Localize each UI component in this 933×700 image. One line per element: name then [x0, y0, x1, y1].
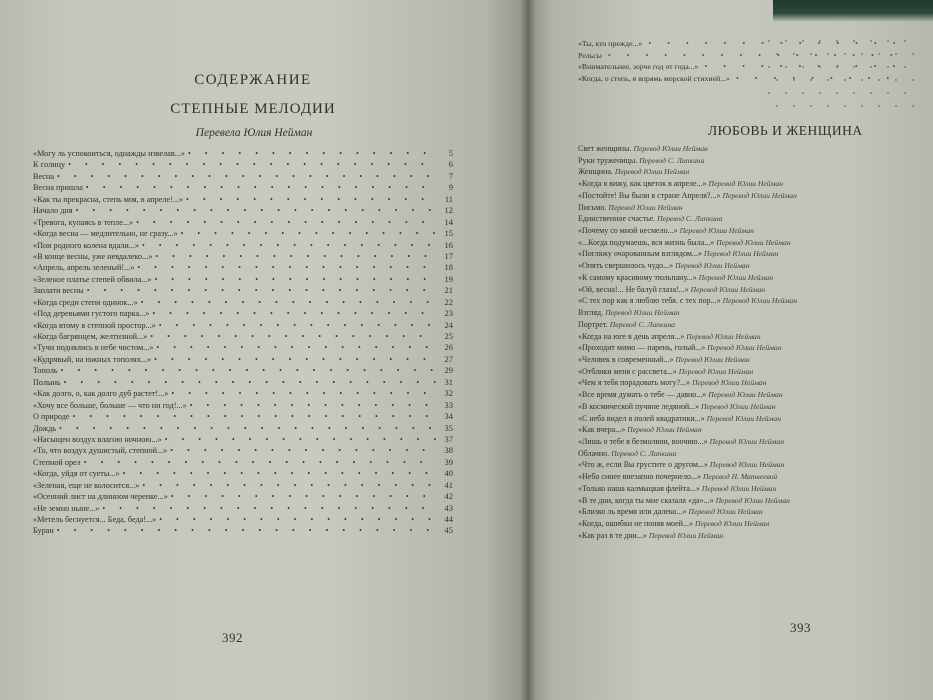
decorative-dot: [904, 40, 906, 42]
toc-entry-title: «В конце весны, уже невдалеко...»: [33, 251, 153, 261]
toc-entry: [578, 448, 933, 460]
toc-entry: [578, 518, 933, 530]
toc-entry-title: «С тех пор как я люблю тебя. с тех пор...»: [578, 296, 723, 306]
toc-entry: [578, 272, 933, 284]
toc-entry-translator: Перевод Юлии Нейман: [675, 261, 750, 271]
toc-entry: [33, 411, 453, 422]
toc-entry: [33, 525, 453, 536]
toc-entry: [578, 202, 933, 214]
toc-entry-translator: Перевод Юлии Нейман: [605, 308, 680, 318]
toc-entry: [33, 365, 453, 376]
toc-entry: [33, 240, 453, 251]
leader-dots: [736, 73, 898, 85]
toc-entry: [33, 297, 453, 308]
toc-entry-title: «В космической пучине ледяной...»: [578, 401, 702, 411]
decorative-dot: [878, 105, 880, 107]
toc-entry-title: Облачно.: [578, 448, 612, 458]
toc-entry-translator: Перевод С. Липкина: [611, 448, 677, 458]
toc-entry-title: «К самому красивому тюльпану...»: [578, 272, 699, 282]
toc-entry-title: «...Когда подумаешь, вся жизнь была...»: [578, 237, 717, 247]
book-cover-edge: [773, 0, 933, 22]
toc-entry: [578, 73, 898, 85]
toc-entry-title: «Погляжу очарованным взглядом...»: [578, 249, 704, 259]
toc-entry-translator: Перевод Юлии Нейман: [722, 296, 797, 306]
toc-entry: [33, 445, 453, 456]
leader-dots: [159, 514, 436, 525]
leader-dots: [142, 480, 436, 491]
leader-dots: [59, 423, 436, 434]
table-of-contents-left: [33, 148, 453, 537]
decorative-dot: [836, 92, 838, 94]
toc-entry-title: Свет женщины.: [578, 144, 634, 153]
toc-entry: [33, 228, 453, 239]
toc-entry-translator: Перевод Юлии Нейман: [648, 530, 724, 540]
toc-entry: [578, 424, 933, 436]
decorative-dot: [912, 79, 914, 81]
toc-entry: [33, 205, 453, 216]
decorative-dot: [819, 92, 821, 94]
toc-entry-title: «Насыщен воздух влагою ночною...»: [33, 434, 162, 444]
toc-entry-page: 25: [444, 331, 453, 341]
toc-entry-title: Рельсы: [578, 50, 602, 60]
toc-entry-page: 18: [444, 262, 453, 273]
decorative-dot: [870, 92, 872, 94]
decorative-dot: [768, 92, 770, 94]
toc-entry: [578, 436, 933, 448]
toc-entry-title: «Когда среди степи одинок...»: [33, 297, 138, 307]
toc-entry: [578, 307, 933, 319]
toc-entry-translator: Перевод Юлии Нейман: [706, 413, 781, 423]
toc-entry-translator: Перевод Юлии Нейман: [679, 226, 754, 236]
toc-entry-title: «Небо синее внезапно почернело...»: [578, 472, 703, 482]
toc-entry: [578, 61, 898, 73]
toc-entry: [33, 194, 453, 205]
toc-entry-page: 17: [444, 250, 453, 261]
toc-entry-translator: Перевод Юлии Нейман: [675, 354, 750, 364]
table-of-contents-right: [578, 143, 933, 541]
toc-entry: [33, 217, 453, 228]
leader-dots: [142, 240, 436, 251]
toc-entry-page: 15: [444, 228, 453, 239]
decorative-dot: [895, 105, 897, 107]
section-title: СТЕПНЫЕ МЕЛОДИИ: [170, 101, 336, 117]
toc-entry: [33, 457, 453, 468]
toc-entry: [578, 506, 933, 518]
decorative-dot: [844, 105, 846, 107]
page-number-right: 393: [790, 620, 811, 635]
leader-dots: [156, 342, 436, 353]
toc-entry-page: 34: [444, 411, 453, 422]
toc-entry-title: «Как вчера...»: [578, 425, 628, 435]
toc-entry: [33, 331, 453, 342]
toc-entry-page: 24: [444, 319, 453, 330]
toc-entry-translator: Перевод Юлии Нейман: [703, 249, 779, 259]
toc-entry-page: 33: [444, 399, 453, 410]
toc-entry: [578, 319, 933, 331]
toc-entry: [33, 148, 453, 159]
leader-dots: [170, 445, 436, 456]
toc-entry-title: «Проходит мимо — парень, голый...»: [578, 343, 708, 353]
toc-entry-title: К солнцу: [33, 160, 66, 170]
toc-entry: [33, 342, 453, 353]
toc-entry: [33, 171, 453, 182]
toc-entry-title: Руки труженицы.: [578, 155, 640, 165]
toc-entry: [33, 434, 453, 445]
toc-entry-translator: Перевод Юлии Нейман: [708, 179, 783, 189]
toc-entry-title: Взгляд.: [578, 308, 606, 318]
leader-dots: [68, 159, 436, 170]
toc-entry: [578, 284, 933, 296]
toc-entry-translator: Перевод Юлии Нейман: [709, 460, 785, 470]
toc-entry-title: Степной орел: [33, 457, 81, 467]
leader-dots: [648, 38, 898, 50]
toc-entry: [578, 471, 933, 483]
decorative-dot: [904, 92, 906, 94]
decorative-dot: [912, 105, 914, 107]
toc-entry-page: 19: [444, 273, 453, 284]
toc-entry-title: «Пои родного колена вдали...»: [33, 240, 139, 250]
decorative-dot: [912, 53, 914, 55]
toc-entry-translator: Перевод Юлии Нейман: [694, 519, 770, 528]
toc-entry-page: 6: [448, 159, 453, 170]
toc-entry: [578, 331, 933, 343]
leader-dots: [137, 262, 436, 273]
toc-entry-title: Весна: [33, 171, 54, 181]
toc-entry-title: Портрет.: [578, 319, 610, 329]
leader-dots: [171, 388, 436, 399]
toc-entry-title: «Когда, ошибки не поняв моей...»: [578, 519, 695, 528]
leader-dots: [154, 354, 436, 365]
leader-dots: [159, 320, 436, 331]
toc-entry: [578, 178, 933, 190]
toc-entry-title: «Когда втому в степной простор...»: [33, 320, 156, 330]
toc-entry-page: 29: [444, 365, 453, 376]
toc-entry-translator: Перевод Юлии Нейман: [722, 190, 797, 200]
toc-entry-page: 44: [444, 514, 453, 524]
leader-dots: [150, 331, 436, 342]
left-page-content: [33, 70, 453, 537]
toc-entry-title: Письмо.: [578, 202, 609, 212]
toc-entry-page: 43: [444, 502, 453, 513]
toc-entry-title: «Апрель, апрель зеленый!...»: [33, 263, 135, 273]
toc-entry-translator: Перевод Юлии Нейман: [678, 366, 754, 376]
decorative-dot: [776, 105, 778, 107]
toc-entry-title: Дождь: [33, 423, 57, 433]
decorative-dot: [785, 92, 787, 94]
toc-entry-page: 16: [444, 239, 453, 250]
toc-entry: [578, 342, 933, 354]
toc-entry-translator: Перевод Юлии Нейман: [627, 425, 702, 435]
toc-entry: [33, 308, 453, 319]
toc-entry-translator: Перевод С. Липкина: [609, 319, 675, 329]
section-translator: Перевела Юлия Нейман: [195, 127, 313, 139]
toc-entry-page: 37: [444, 433, 453, 444]
toc-entry-title: «Когда, уйдя от суеты...»: [33, 469, 120, 479]
toc-entry: [578, 401, 933, 413]
toc-entry-translator: Перевод Юлии Нейман: [690, 284, 766, 294]
toc-entry-translator: Перевод Юлии Нейман: [708, 390, 783, 400]
toc-entry-title: «Под деревьями густого парка...»: [33, 309, 150, 319]
toc-entry-page: 23: [444, 308, 453, 319]
toc-entry: [578, 366, 933, 378]
leader-dots: [76, 205, 436, 216]
leader-dots: [704, 61, 898, 73]
toc-entry-translator: Перевод С. Липкина: [657, 214, 723, 224]
continued-entries: [578, 38, 898, 84]
leader-dots: [608, 50, 898, 62]
toc-entry-title: Заплати весны: [33, 286, 84, 296]
toc-entry: [33, 480, 453, 491]
toc-entry-page: 38: [444, 445, 453, 456]
leader-dots: [123, 468, 436, 479]
toc-entry-title: «Как долго, о, как долго дуб растет!...»: [33, 389, 169, 399]
toc-entry-title: Полынь: [33, 377, 61, 387]
toc-entry: [578, 530, 933, 542]
toc-entry: [578, 377, 933, 389]
toc-entry: [578, 213, 933, 225]
decorative-dot: [827, 105, 829, 107]
toc-entry-translator: Перевод Юлии Нейман: [692, 378, 767, 388]
toc-entry-title: «Тучи поднялись в небе чистом...»: [33, 343, 154, 353]
toc-entry-page: 9: [448, 182, 453, 193]
toc-entry: [33, 377, 453, 388]
toc-entry-page: 39: [444, 456, 453, 467]
toc-entry-title: «Когда багрянцем, желтизной...»: [33, 332, 148, 341]
toc-entry-title: «Могу ль успокоиться, однажды извелав...»: [33, 149, 185, 158]
toc-entry-title: «Чем я тебя порадовать могу?...»: [578, 378, 693, 388]
toc-entry-title: «Зеленое платье степей обвила...»: [33, 274, 152, 284]
toc-entry-title: «Когда я вижу, как цветок в апреле...»: [578, 179, 709, 189]
leader-dots: [181, 228, 436, 239]
leader-dots: [141, 297, 436, 308]
toc-entry-translator: Перевод Юлии Нейман: [707, 343, 782, 353]
toc-entry-title: «Как ты прекрасна, степь моя, в апреле!...»: [33, 194, 184, 204]
toc-entry: [33, 285, 453, 296]
leader-dots: [87, 285, 436, 296]
toc-entry-title: «Тревога, купаясь в тепле...»: [33, 217, 134, 227]
toc-entry: [33, 491, 453, 502]
toc-entry-translator: Перевод Юлии Нейман: [709, 436, 784, 446]
toc-entry-page: 5: [448, 148, 453, 158]
toc-entry-page: 42: [444, 491, 453, 502]
toc-entry-translator: Перевод Юлии Нейман: [633, 144, 708, 153]
leader-dots: [136, 217, 436, 228]
toc-entry-page: 35: [444, 422, 453, 433]
toc-entry-title: «Ой, весна!... Не балуй глаза!...»: [578, 284, 691, 294]
toc-entry-title: «Как раз в те дни...»: [578, 530, 649, 540]
toc-entry-translator: Перевод Юлии Нейман: [701, 483, 777, 493]
toc-entry: [33, 182, 453, 193]
leader-dots: [155, 251, 436, 262]
toc-entry-page: 12: [444, 205, 453, 216]
toc-entry: [33, 320, 453, 331]
toc-entry: [578, 295, 933, 307]
leader-dots: [190, 400, 436, 411]
leader-dots: [154, 274, 436, 285]
toc-entry-page: 41: [444, 479, 453, 490]
page-number-left: 392: [222, 630, 243, 645]
toc-entry-title: «Хочу все больше, больше — что ни год!...»: [33, 400, 187, 410]
toc-entry-translator: Перевод Юлии Нейман: [614, 167, 690, 177]
toc-entry-title: «Что ж, если Вы грустите о другом...»: [578, 460, 710, 470]
toc-entry-title: Женщина.: [578, 167, 615, 177]
toc-entry-title: «Почему со мной несмело...»: [578, 226, 680, 236]
toc-entry-page: 27: [444, 353, 453, 364]
page-title: СОДЕРЖАНИЕ: [194, 72, 312, 88]
decorative-dot: [887, 92, 889, 94]
toc-entry-page: 7: [448, 170, 453, 181]
toc-entry-title: «Близко ль время или далеко...»: [578, 507, 689, 517]
toc-entry: [578, 459, 933, 471]
toc-entry-translator: Перевод С. Липкина: [639, 155, 705, 165]
toc-entry-title: «Опять свершилось чудо...»: [578, 261, 676, 271]
toc-entry-title: «Внимательнее, зорче год от года...»: [578, 62, 699, 72]
toc-entry-page: 40: [444, 468, 453, 479]
toc-entry-title: «Лишь о тебе в безмолвии, воочию...»: [578, 436, 710, 446]
leader-dots: [165, 434, 436, 445]
toc-entry-title: «Когда, о степь, я впрямь морской стихией...»: [578, 73, 730, 83]
toc-entry-title: «Ты, кто прежде...»: [578, 39, 643, 48]
toc-entry-page: 22: [444, 296, 453, 307]
toc-entry-translator: Перевод Юлии Нейман: [686, 331, 761, 341]
decorative-dot: [793, 105, 795, 107]
toc-entry-translator: Перевод Н. Матвеевой: [702, 472, 778, 482]
toc-entry-title: «То, что воздух душистый, степной...»: [33, 446, 168, 456]
leader-dots: [102, 503, 436, 514]
toc-entry: [33, 503, 453, 514]
toc-entry-title: «Только наша калмыцкая флейта...»: [578, 483, 702, 493]
toc-entry-translator: Перевод Юлии Нейман: [701, 401, 776, 411]
toc-entry: [33, 354, 453, 365]
toc-entry: [578, 237, 933, 249]
decorative-dot: [853, 92, 855, 94]
book-gutter: [520, 0, 536, 700]
toc-entry: [33, 423, 453, 434]
decorative-dot: [810, 105, 812, 107]
toc-entry: [33, 251, 453, 262]
toc-entry-title: «Постойте! Вы были в стране Апреля?...»: [578, 190, 723, 200]
toc-entry-title: «Отблики меня с рассвета...»: [578, 366, 679, 376]
decorative-dot: [802, 92, 804, 94]
toc-entry: [578, 413, 933, 425]
toc-entry-title: «Кудрявый, на южных тополях...»: [33, 354, 152, 364]
toc-entry-title: «С неба видел я полей квадратики...»: [578, 413, 707, 423]
toc-entry-translator: Перевод Юлии Нейман: [715, 495, 790, 505]
toc-entry: [578, 495, 933, 507]
leader-dots: [61, 365, 436, 376]
toc-entry-title: Тополь: [33, 366, 58, 376]
leader-dots: [84, 457, 436, 468]
decorative-dot: [904, 66, 906, 68]
toc-entry-title: «Зеленая, еще не колосится...»: [33, 480, 140, 490]
toc-entry-title: Весна пришла: [33, 183, 83, 193]
toc-entry: [33, 468, 453, 479]
leader-dots: [64, 377, 436, 388]
right-page: [528, 0, 933, 700]
toc-entry: [578, 190, 933, 202]
toc-entry: [578, 260, 933, 272]
section-heading: ЛЮБОВЬ И ЖЕНЩИНА: [708, 123, 863, 138]
toc-entry-translator: Перевод Юлии Нейман: [698, 272, 773, 282]
toc-entry: [33, 388, 453, 399]
leader-dots: [186, 194, 436, 205]
toc-entry-title: «Не земно ныне...»: [33, 503, 100, 513]
toc-entry-title: «Осенний лист на длинном черенке...»: [33, 492, 168, 502]
toc-entry-page: 32: [444, 388, 453, 399]
leader-dots: [73, 411, 436, 422]
leader-dots: [86, 182, 436, 193]
toc-entry-title: Буран: [33, 526, 54, 536]
toc-entry: [33, 262, 453, 273]
toc-entry: [578, 155, 933, 167]
toc-entry-page: 14: [444, 216, 453, 227]
toc-entry-page: 45: [444, 525, 453, 536]
toc-entry-translator: Перевод Юлии Нейман: [716, 237, 791, 247]
leader-dots: [171, 491, 436, 502]
toc-entry-title: Единственное счастье.: [578, 214, 658, 224]
toc-entry-title: «В те дни, когда ты мне сказала «да»...»: [578, 495, 716, 505]
toc-entry-page: 21: [444, 285, 453, 296]
toc-entry: [578, 143, 933, 155]
toc-entry-title: Начало дня: [33, 206, 73, 216]
leader-dots: [152, 308, 436, 319]
toc-entry-title: «Когда на юге в день апреля...»: [578, 331, 687, 341]
toc-entry-title: «Метель беснуется... Беда, беда!...»: [33, 515, 157, 524]
toc-entry: [578, 225, 933, 237]
toc-entry-page: 31: [444, 376, 453, 387]
toc-entry-translator: Перевод Юлии Нейман: [608, 202, 683, 212]
toc-entry: [578, 50, 898, 62]
toc-entry-page: 11: [444, 193, 453, 204]
toc-entry-title: «Когда весна — медлительно, не сразу...»: [33, 229, 178, 239]
toc-entry: [578, 354, 933, 366]
toc-entry: [578, 483, 933, 495]
toc-entry: [578, 166, 933, 178]
toc-entry: [33, 400, 453, 411]
toc-entry: [33, 274, 453, 285]
toc-entry-title: «Человек в современный...»: [578, 354, 676, 364]
toc-entry: [33, 159, 453, 170]
toc-entry: [578, 38, 898, 50]
decorative-dot: [861, 105, 863, 107]
toc-entry: [578, 248, 933, 260]
toc-entry-page: 26: [444, 342, 453, 353]
leader-dots: [188, 148, 436, 159]
leader-dots: [57, 171, 436, 182]
toc-entry-title: О природе: [33, 412, 70, 422]
leader-dots: [57, 525, 436, 536]
toc-entry: [33, 514, 453, 525]
toc-entry-title: «Все время думать о тебе — давно...»: [578, 390, 709, 400]
toc-entry: [578, 389, 933, 401]
toc-entry-translator: Перевод Юлии Нейман: [688, 507, 763, 517]
